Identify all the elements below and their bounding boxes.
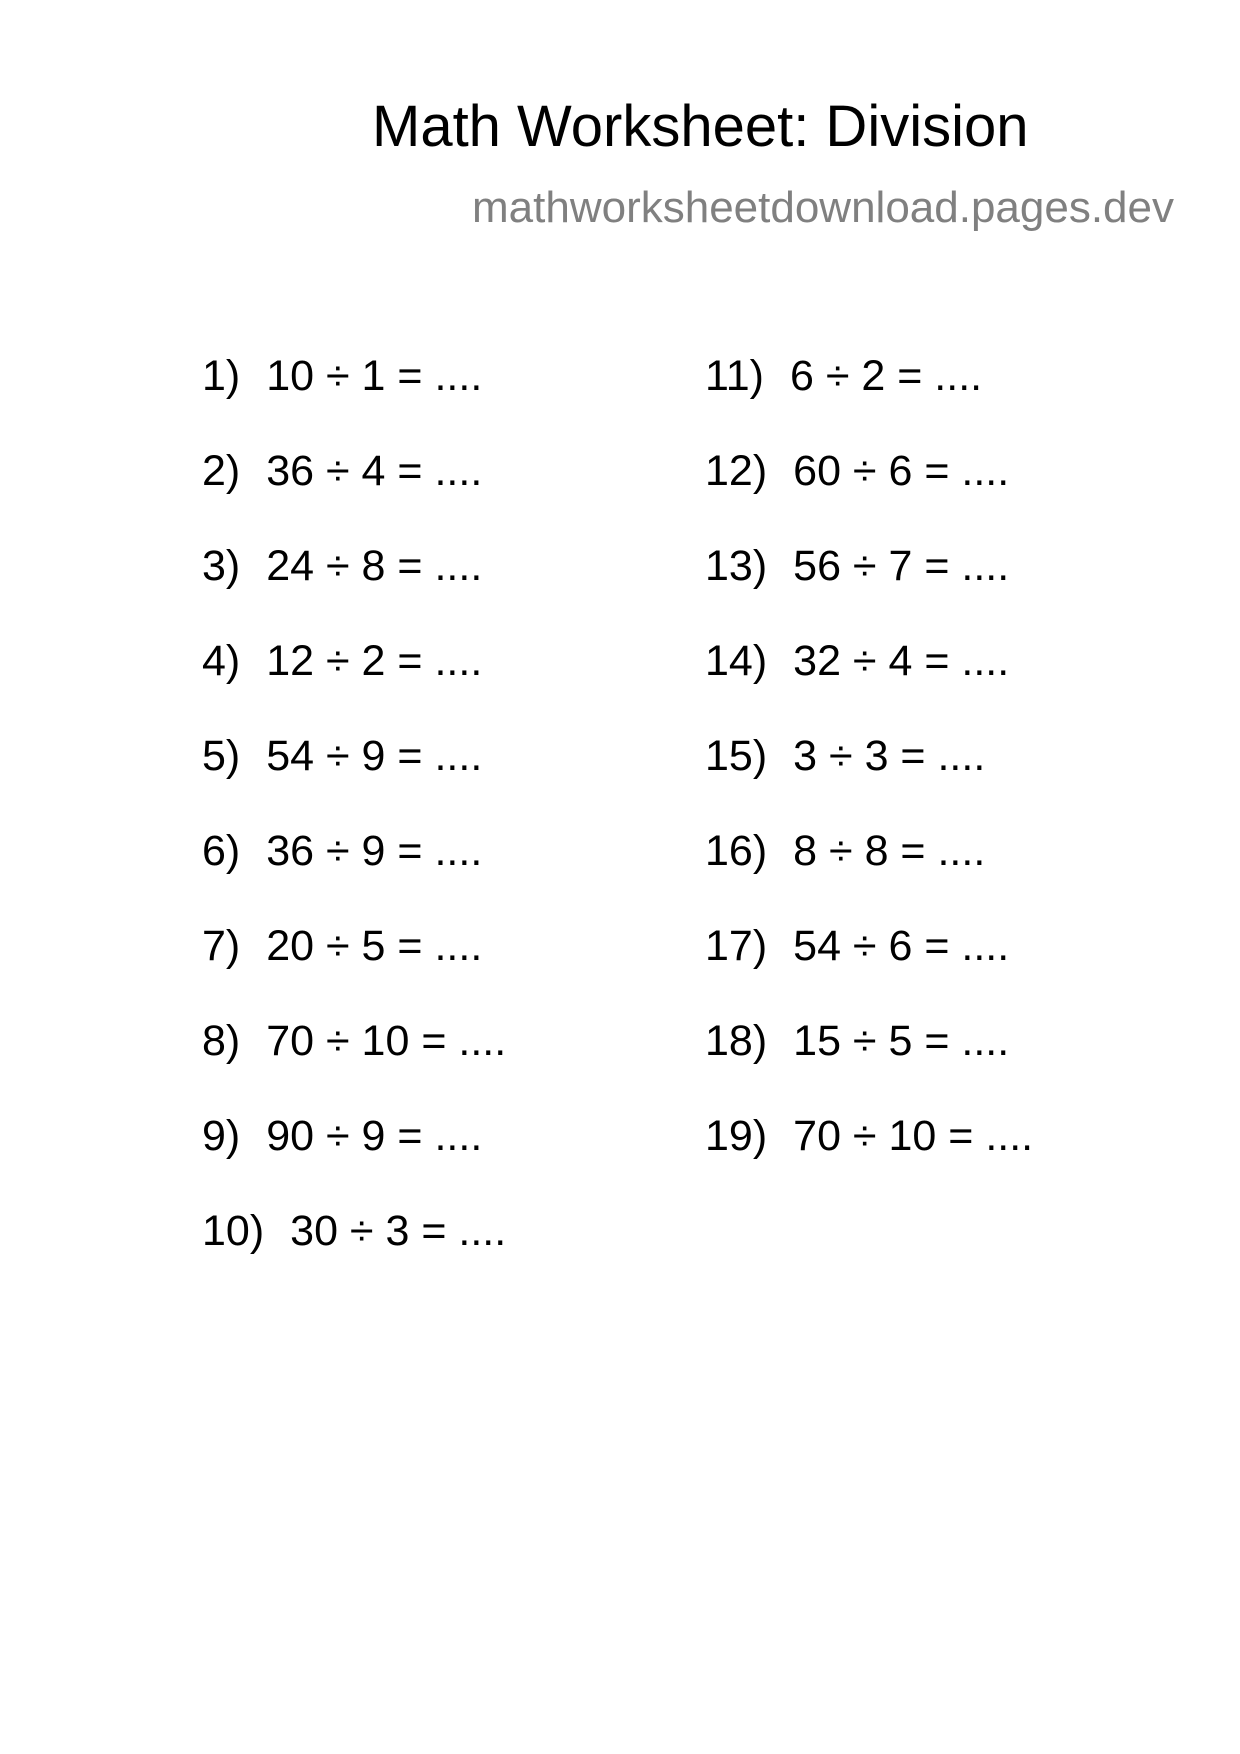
problem-item <box>202 732 506 830</box>
problem-number: 6) <box>202 827 241 875</box>
problem-item <box>202 1207 507 1305</box>
source-url: mathworksheetdownload.pages.dev <box>472 183 1175 232</box>
problem-expression: 90 ÷ 9 = .... <box>266 1112 483 1160</box>
problem-item <box>705 542 1033 640</box>
problem-item <box>705 352 1033 450</box>
problem-expression: 20 ÷ 5 = .... <box>266 922 483 970</box>
problem-number: 3) <box>202 542 241 590</box>
problem-expression: 3 ÷ 3 = .... <box>793 732 986 780</box>
problem-expression: 6 ÷ 2 = .... <box>789 352 983 400</box>
problems-column-right <box>705 352 1034 1210</box>
problem-expression: 54 ÷ 6 = .... <box>793 922 1010 970</box>
problem-item <box>705 827 1033 925</box>
problem-expression: 10 ÷ 1 = .... <box>266 352 483 400</box>
problem-number: 10) <box>202 1207 265 1255</box>
problem-number: 5) <box>202 732 241 780</box>
problem-number: 7) <box>202 922 241 970</box>
problem-item <box>705 1112 1034 1210</box>
problem-expression: 56 ÷ 7 = .... <box>793 542 1010 590</box>
problem-expression: 15 ÷ 5 = .... <box>793 1017 1010 1065</box>
problem-expression: 32 ÷ 4 = .... <box>793 637 1010 685</box>
problem-expression: 8 ÷ 8 = .... <box>793 827 986 875</box>
problem-expression: 70 ÷ 10 = .... <box>266 1017 507 1065</box>
problem-number: 17) <box>705 922 768 970</box>
problem-number: 4) <box>202 637 241 685</box>
problem-expression: 36 ÷ 4 = .... <box>266 447 483 495</box>
problem-number: 19) <box>705 1112 768 1160</box>
problem-expression: 24 ÷ 8 = .... <box>266 542 483 590</box>
problem-number: 13) <box>705 542 768 590</box>
problem-expression: 54 ÷ 9 = .... <box>266 732 483 780</box>
problem-number: 8) <box>202 1017 241 1065</box>
problem-item <box>705 637 1033 735</box>
problem-item <box>202 352 506 450</box>
problem-number: 16) <box>705 827 768 875</box>
problem-item <box>705 732 1033 830</box>
problem-item <box>202 637 506 735</box>
problem-item <box>202 827 506 925</box>
problems-column-left <box>202 352 507 1305</box>
problem-expression: 12 ÷ 2 = .... <box>266 637 483 685</box>
problem-item <box>202 1112 506 1210</box>
problem-number: 14) <box>705 637 768 685</box>
problem-item <box>202 1017 507 1115</box>
problem-expression: 30 ÷ 3 = .... <box>290 1207 507 1255</box>
problem-number: 18) <box>705 1017 768 1065</box>
problem-number: 9) <box>202 1112 241 1160</box>
problem-expression: 70 ÷ 10 = .... <box>793 1112 1034 1160</box>
problem-item <box>705 447 1033 545</box>
problem-number: 15) <box>705 732 768 780</box>
problem-number: 11) <box>705 352 764 400</box>
problem-expression: 36 ÷ 9 = .... <box>266 827 483 875</box>
problem-item <box>705 922 1033 1020</box>
problem-item <box>202 922 506 1020</box>
problem-item <box>202 447 506 545</box>
problem-number: 12) <box>705 447 768 495</box>
problem-item <box>705 1017 1033 1115</box>
problem-item <box>202 542 506 640</box>
page-title: Math Worksheet: Division <box>372 94 1029 159</box>
problem-expression: 60 ÷ 6 = .... <box>793 447 1010 495</box>
problem-number: 1) <box>202 352 241 400</box>
problem-number: 2) <box>202 447 241 495</box>
